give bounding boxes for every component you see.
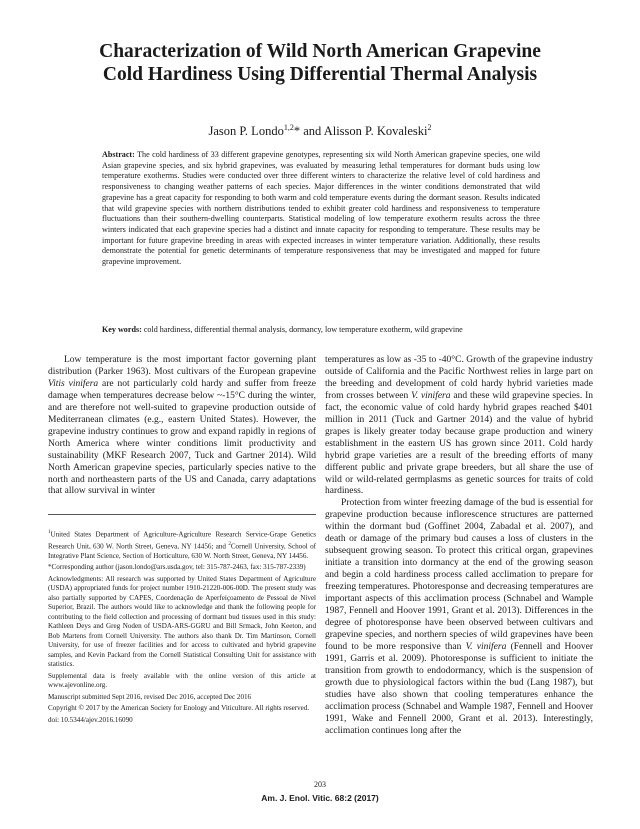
footnote-doi: doi: 10.5344/ajev.2016.16090 bbox=[48, 715, 133, 724]
footnote-copyright: Copyright © 2017 by the American Society for Enology and Viticulture. All rights reserved. bbox=[48, 704, 310, 713]
author-list bbox=[40, 123, 600, 139]
right-p1-text-b: and these wild grapevine species. In fact, the economic value of cold hardy hybrid grapes reached $401 million in 2011 (Tuck and Gartner 2014) and the value of hybrid grapes is likely greater today because grape production and winery establishment in the eastern US has grown since 2011. Cold hardy hybrid grape varieties are a result of the breeding efforts of many different public and private grape breeders, but all share the use of wild or wild-related germplasms as genetic sources for traits of cold hardiness. bbox=[325, 390, 593, 497]
right-paragraph-1 bbox=[325, 355, 593, 498]
footnote-supplemental: Supplemental data is freely available with the online version of this article at www.ajevonline.org. bbox=[48, 671, 316, 690]
species-name: Vitis vinifera bbox=[48, 378, 99, 389]
abstract-body: The cold hardiness of 33 different grapevine genotypes, representing six wild North American grapevine species, one wild Asian grapevine species, and six hybrid grapevines, was evaluated by measuring lethal temperatures for dormant buds using low temperature exotherms. Studies were conducted over three different winters to characterize the relative level of cold hardiness and responsiveness to changing weather patterns of each species. Major differences in the winter conditions demonstrated that wild grapevine has a great capacity for responding to both warm and cold temperature events during the dormant season. Results indicated that wild grapevine species with northern distributions tended to exhibit greater cold hardiness and responsiveness to temperature fluctuations than their southern-dwelling counterparts. Statistical modeling of low temperature exotherm results across the three winters indicated that each grapevine species had a distinct and innate capacity for responding to temperature. These results may be important for future grapevine breeding in areas with expected increases in winter temperature variation. Additionally, these results demonstrate the potential for genetic determinants of temperature responsiveness that may be investigated and mapped for future grapevine improvement. bbox=[102, 150, 540, 267]
title-line-1: Characterization of Wild North American Grapevine bbox=[99, 41, 541, 62]
intro-text-a: Low temperature is the most important factor governing plant distribution (Parker 1963). Most cultivars of the European grapevine bbox=[48, 355, 316, 377]
intro-paragraph bbox=[48, 355, 316, 498]
right-paragraph-2 bbox=[325, 498, 593, 737]
footnote-acknowledgments: Acknowledgments: All research was supported by United States Department of Agriculture (USDA) appropriated funds for project number 1910-21220-006-00D. The present study was also partially supported by CAPES, Coordenação de Aperfeiçoamento de Pessoal de Nível Superior, Brazil. The authors would like to acknowledge and thank the following people for contributing to the field collection and processing of dormant bud tissues used in this study: Kathleen Deys and Greg Noden of USDA-ARS-GGRU and Bill Srmack, John Keeton, and Bob Martens from Cornell University. The authors also thank Dr. Tim Martinson, Cornell University, for use of freezer facilities and for access to cultivated and hybrid grapevine samples, and Kevin Packard from the Cornell Statistical Consulting Unit for assistance with statistics. bbox=[48, 574, 316, 669]
keywords-body: cold hardiness, differential thermal analysis, dormancy, low temperature exotherm, wild grapevine bbox=[141, 325, 463, 334]
author-2: Alisson P. Kovaleski bbox=[323, 124, 428, 139]
right-column bbox=[325, 355, 593, 738]
right-p2-text-b: (Fennell and Hoover 1991, Garris et al. 2009). Photoresponse is sufficient to initiate the transition from growth to endodormancy, which is the suspension of growth due to physiological factors within the bud (Lang 1987), but studies have also shown that cooling temperatures enhance the acclimation process (Schnabel and Wample 1987, Fennell and Hoover 1991, Wake and Fennell 2000, Grant et al. 2013). Interestingly, acclimation continues long after the bbox=[325, 641, 593, 736]
intro-text-b: are not particularly cold hardy and suffer from freeze damage when temperatures decrease below ~-15°C during the winter, and are therefore not well-suited to grapevine production outside of Mediterranean climates (e.g., eastern United States). However, the grapevine industry continues to grow and expand rapidly in regions of North America where winter conditions limit productivity and sustainability (MKF Research 2007, Tuck and Gartner 2014). Wild North American grapevine species, particularly species native to the north and northeastern parts of the US and Canada, carry adaptations that allow survival in winter bbox=[48, 378, 316, 497]
author-1: Jason P. Londo bbox=[208, 124, 284, 139]
right-p1-text-a: temperatures as low as -35 to -40°C. Growth of the grapevine industry outside of California and the Pacific Northwest relies in large part on the breeding and development of cold hardy hybrid varieties made from crosses between bbox=[325, 355, 593, 401]
affil-text-1: United States Department of Agriculture-Agriculture Research Service-Grape Genetics Research Unit, 630 W. North Street, Geneva, NY 14456; and bbox=[48, 530, 316, 551]
footnote-divider bbox=[48, 514, 316, 515]
right-p2-text-a: Protection from winter freezing damage of the bud is essential for grapevine production because inflorescence structures are patterned within the dormant bud (Goffinet 2004, Zabadal et al. 2007), and death or damage of the primary bud causes a loss of clusters in the subsequent growing season. To protect this critical organ, grapevines initiate a transition into dormancy at the end of the growing season and begin a cold hardiness process called acclimation to prepare for freezing temperatures. Photoresponse and decreasing temperatures are important aspects of this acclimation process (Schnabel and Wample 1987, Fennell and Hoover 1991, Grant et al. 2013). Differences in the degree of photoresponse have been observed between cultivars and grapevine species, and northern species of wild grapevines have been found to be more responsive than bbox=[325, 498, 593, 652]
keywords bbox=[102, 325, 540, 336]
left-column bbox=[48, 355, 316, 498]
journal-citation: Am. J. Enol. Vitic. 68:2 (2017) bbox=[261, 793, 379, 803]
author-1-affiliation: 1,2 bbox=[283, 123, 294, 132]
affil-text-2: Cornell University, School of Integrative Plant Science, Section of Horticulture, 630 W. North Street, Geneva, NY 14456. bbox=[48, 542, 316, 560]
page-number: 203 bbox=[314, 780, 326, 789]
title-line-2: Cold Hardiness Using Differential Thermal Analysis bbox=[102, 64, 538, 85]
footnotes bbox=[48, 528, 316, 727]
article-title bbox=[40, 40, 600, 86]
affil-marker-1: 1 bbox=[48, 530, 51, 535]
keywords-label: Key words: bbox=[102, 325, 142, 334]
abstract bbox=[102, 150, 540, 268]
author-2-affiliation: 2 bbox=[427, 123, 432, 132]
footnote-manuscript: Manuscript submitted Sept 2016, revised Dec 2016, accepted Dec 2016 bbox=[48, 692, 252, 701]
affil-marker-2: 2 bbox=[228, 541, 231, 547]
abstract-label: Abstract: bbox=[102, 150, 135, 159]
species-name: V. vinifera bbox=[411, 390, 451, 401]
author-separator: * and bbox=[293, 124, 324, 139]
footnote-affiliations bbox=[48, 528, 316, 561]
species-name: V. vinifera bbox=[465, 641, 507, 652]
footnote-corresponding: *Corresponding author (jason.londo@ars.usda.gov, tel: 315-787-2463, fax: 315-787-2339) bbox=[48, 563, 306, 572]
